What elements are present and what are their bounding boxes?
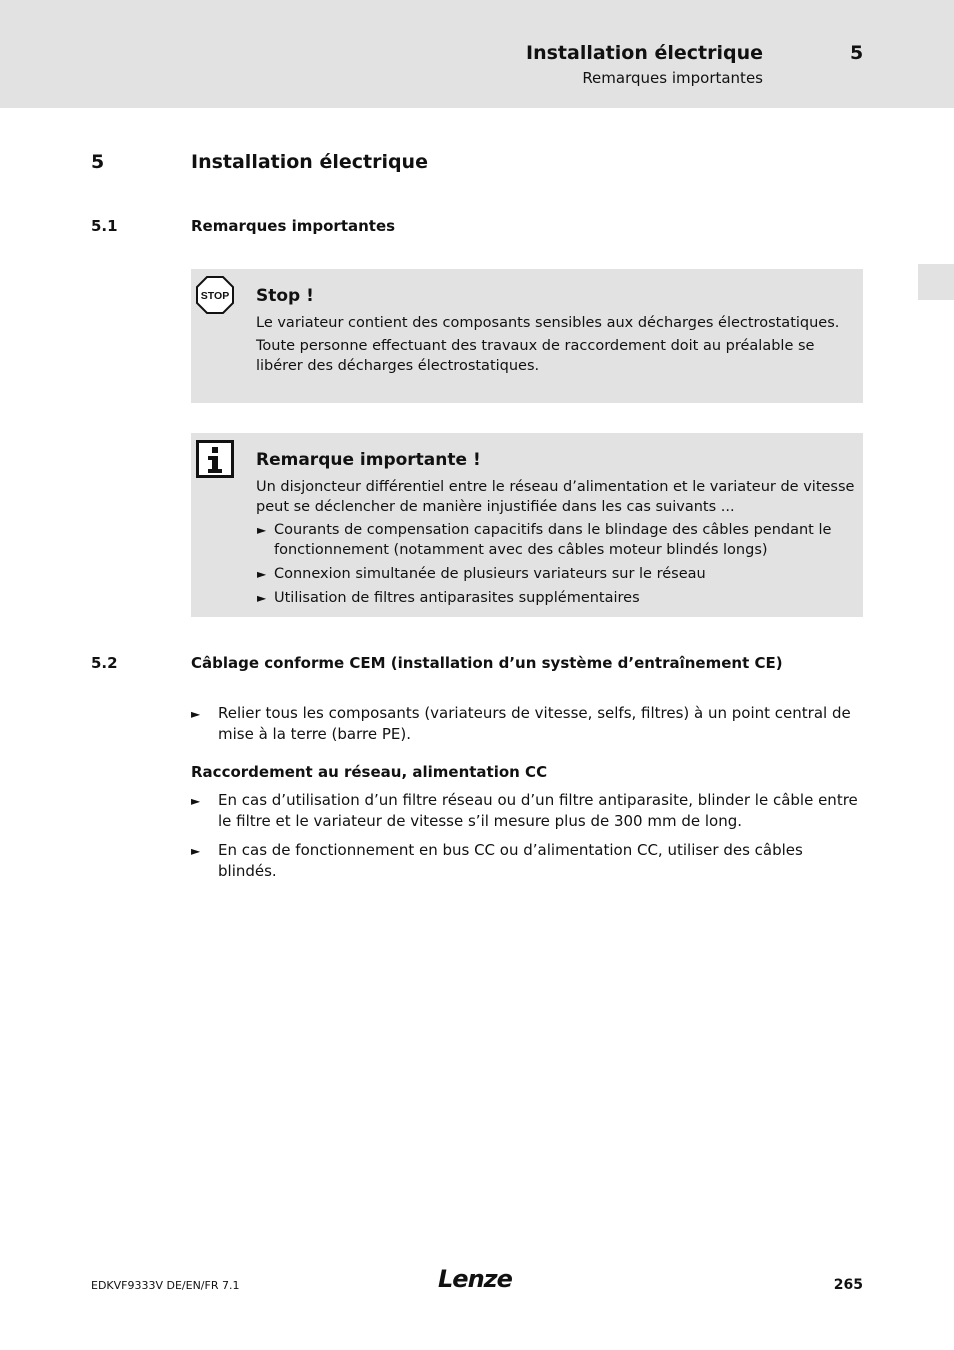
section-number: 5 <box>91 151 105 173</box>
subsection-title: Remarques importantes <box>191 217 396 235</box>
list-item: ► En cas d’utilisation d’un filtre réseau ou d’un filtre antiparasite, blinder le câble entre le filtre et le variateur de vitesse s’il mesure plus de 300 mm de long. <box>191 791 858 830</box>
stop-icon <box>196 276 234 314</box>
header-title: Installation électrique <box>526 42 763 64</box>
stop-note-paragraph: Toute personne effectuant des travaux de raccordement doit au préalable se libérer des décharges électrostatiques. <box>256 338 815 374</box>
info-note-title: Remarque importante ! <box>256 450 481 470</box>
subsection-title: Câblage conforme CEM (installation d’un système d’entraînement CE) <box>191 654 783 672</box>
stop-icon-label: STOP <box>200 290 230 302</box>
bullet-arrow-icon: ► <box>257 591 267 605</box>
instruction-list <box>191 703 863 753</box>
subsection-number: 5.1 <box>91 217 118 235</box>
info-note-box <box>191 433 863 617</box>
subsection-number: 5.2 <box>91 654 118 672</box>
info-note-paragraph: Un disjoncteur différentiel entre le réseau d’alimentation et le variateur de vitesse peut se déclencher de manière injustifiée dans les cas suivants ... <box>256 479 855 515</box>
bullet-arrow-icon: ► <box>191 844 201 858</box>
stop-note-content <box>256 285 856 379</box>
subheading: Raccordement au réseau, alimentation CC <box>191 763 548 781</box>
info-note-content <box>256 449 856 612</box>
chapter-side-tab <box>918 264 954 300</box>
document-code: EDKVF9333V DE/EN/FR 7.1 <box>91 1279 240 1292</box>
stop-note-box <box>191 269 863 403</box>
list-item: ► Relier tous les composants (variateurs de vitesse, selfs, filtres) à un point central de mise à la terre (barre PE). <box>191 704 851 743</box>
stop-note-paragraph: Le variateur contient des composants sensibles aux décharges électrostatiques. <box>256 315 840 331</box>
info-icon <box>196 440 234 478</box>
stop-note-title: Stop ! <box>256 286 314 306</box>
section-title: Installation électrique <box>191 151 428 173</box>
bullet-arrow-icon: ► <box>191 794 201 808</box>
info-note-bullets <box>256 520 856 608</box>
list-item: ► Courants de compensation capacitifs dans le blindage des câbles pendant le fonctionnement (notamment avec des câbles moteur blindés longs) <box>257 522 832 558</box>
bullet-arrow-icon: ► <box>191 707 201 721</box>
header-chapter-number: 5 <box>850 42 864 64</box>
header-subtitle: Remarques importantes <box>582 69 763 87</box>
lenze-logo: Lenze <box>438 1265 512 1293</box>
bullet-arrow-icon: ► <box>257 567 267 581</box>
list-item: ► En cas de fonctionnement en bus CC ou d’alimentation CC, utiliser des câbles blindés. <box>191 841 803 880</box>
page-number: 265 <box>833 1277 863 1293</box>
header-band <box>0 0 954 108</box>
bullet-arrow-icon: ► <box>257 523 267 537</box>
list-item: ► Utilisation de filtres antiparasites supplémentaires <box>257 590 640 606</box>
list-item: ► Connexion simultanée de plusieurs variateurs sur le réseau <box>257 566 706 582</box>
instruction-list <box>191 790 863 890</box>
